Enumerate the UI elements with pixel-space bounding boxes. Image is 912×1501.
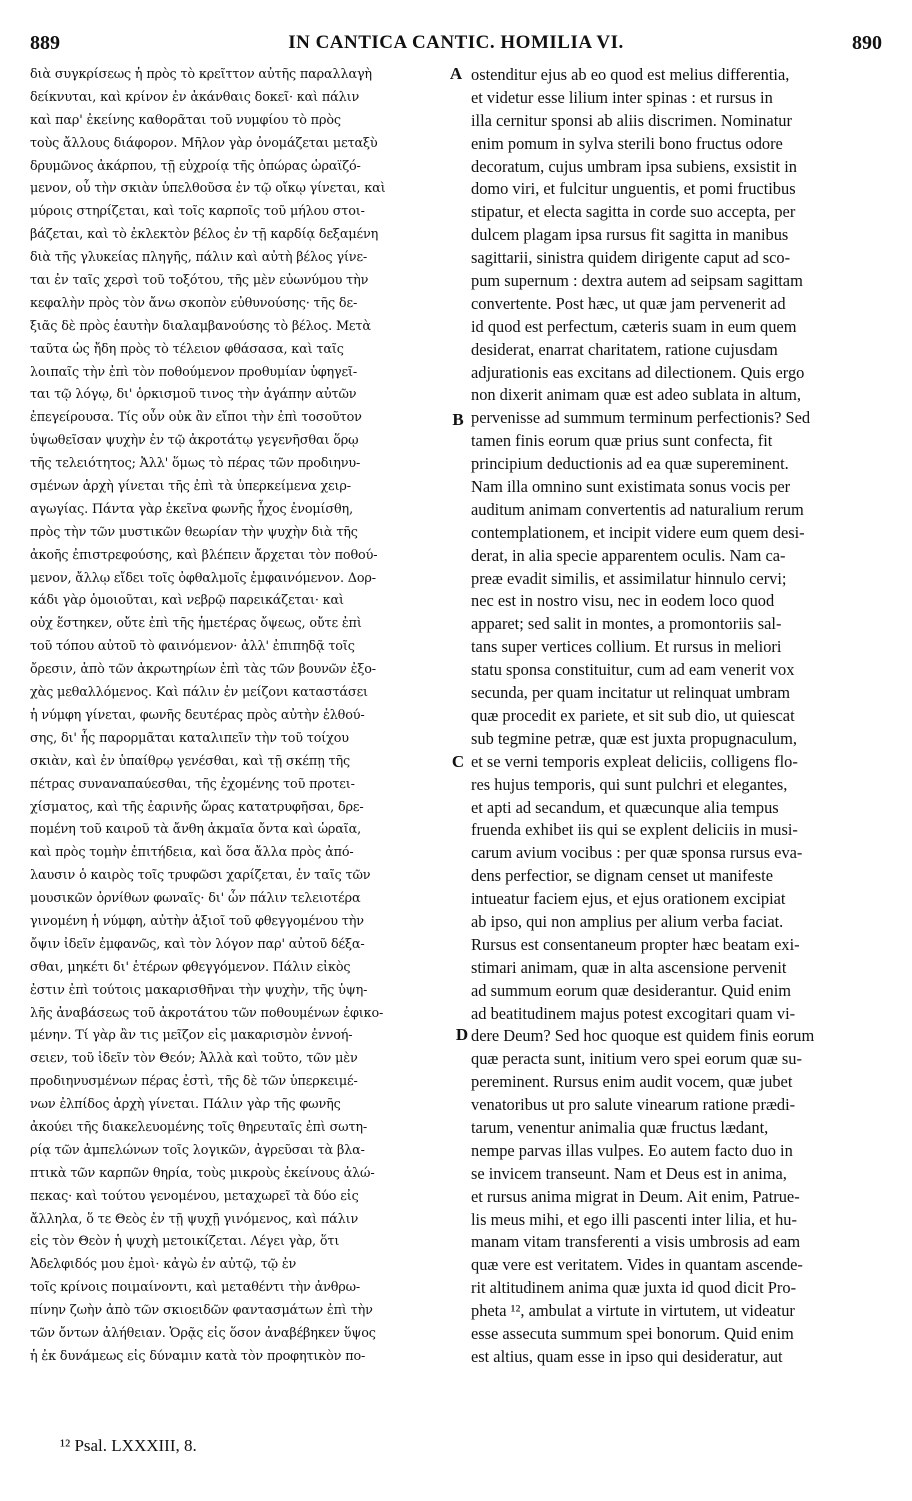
section-marker-b: B <box>452 410 464 429</box>
latin-text-line: stipatur, et electa sagitta in corde suo accepta, per <box>471 202 796 222</box>
latin-text-line: tarum, venentur animalia quæ fructus lædant, <box>471 1117 769 1137</box>
greek-text-line: τῶν ὄντων ἀλήθειαν. Ὁρᾷς εἰς ὅσον ἀναβέβηκεν ὕψος <box>30 1325 376 1341</box>
greek-text-line: καὶ πρὸς τομὴν ἐπιτήδεια, καὶ ὅσα ἄλλα πρὸς ἀπό- <box>30 845 354 861</box>
greek-text-line: ἡ νύμφη γίνεται, φωνῆς δευτέρας πρὸς αὐτὴν ἐλθού- <box>30 707 365 723</box>
greek-text-line: λαυσιν ὁ καιρὸς τοῖς τρυφῶσι χαρίζεται, ἐν ταῖς τῶν <box>30 868 371 884</box>
latin-text-line: venatoribus ut pro salute vinearum ratione prædi- <box>471 1095 796 1115</box>
latin-text-line: stimari animam, quæ in alta ascensione pervenit <box>471 957 787 977</box>
latin-text-line: ab ipso, qui non amplius per alium verba faciat. <box>471 911 784 931</box>
greek-text-line: σης, δι' ἧς παρορμᾶται καταλιπεῖν τὴν τοῦ τοίχου <box>30 730 349 746</box>
latin-text-line: auditum animam convertentis ad naturalium rerum <box>471 499 804 519</box>
latin-text-line: preæ evadit similis, et assimilatur hinnulo cervi; <box>471 568 787 588</box>
greek-text-line: κεφαλὴν πρὸς τὸν ἄνω σκοπὸν εὐθυνούσης· τῆς δε- <box>30 295 358 311</box>
greek-text-line: βάζεται, καὶ τὸ ἐκλεκτὸν βέλος ἐν τῇ καρδίᾳ δεξαμένη <box>30 227 379 243</box>
latin-text-line: pereminent. Rursus enim audit vocem, quæ jubet <box>471 1072 793 1092</box>
latin-text-line: illa cernitur sponsi ab aliis discrimen. Nominatur <box>471 110 792 130</box>
greek-text-line: λοιπαῖς τὴν ἐπὶ τὸν ποθούμενον προθυμίαν ὑφηγεῖ- <box>30 364 358 380</box>
latin-text-line: pum supernum : dextra autem ad seipsam sagittam <box>471 271 803 291</box>
greek-text-line: ται τῷ λόγῳ, δι' ὁρκισμοῦ τινος τὴν ἀγάπην αὐτῶν <box>30 387 357 403</box>
latin-text-line: quæ peracta sunt, initium vero spei eorum quæ su- <box>471 1049 802 1069</box>
greek-text-line: μενον, οὗ τὴν σκιὰν ὑπελθοῦσα ἐν τῷ οἴκῳ γίνεται, καὶ <box>30 181 386 197</box>
greek-text-line: προδιηνυσμένων πέρας ἐστὶ, τῆς δὲ τῶν ὑπερκειμέ- <box>30 1074 358 1090</box>
greek-text-line: δείκνυται, καὶ κρίνον ἐν ἀκάνθαις δοκεῖ· καὶ πάλιν <box>30 89 360 105</box>
section-marker-d: D <box>455 1025 469 1044</box>
latin-text-line: pervenisse ad summum terminum perfectionis? Sed <box>471 408 811 428</box>
greek-text-line: διὰ τῆς γλυκείας πληγῆς, πάλιν καὶ αὐτὴ βέλος γίνε- <box>30 250 368 266</box>
greek-text-line: τοῖς κρίνοις ποιμαίνοντι, καὶ μεταθέντι τὴν ἀνθρω- <box>30 1280 361 1296</box>
latin-text-line: non dixerit animam quæ est adeo sublata in altum, <box>471 385 802 405</box>
greek-text-line: πίνην ζωὴν ἀπὸ τῶν σκιοειδῶν φαντασμάτων ἐπὶ τὴν <box>30 1303 373 1319</box>
greek-text-line: σμένων ἀρχὴ γίνεται τῆς ἐπὶ τὰ ὑπερκείμενα χειρ- <box>30 479 351 495</box>
latin-text-line: decoratum, cujus umbram ipsa subiens, exsistit in <box>471 156 797 176</box>
latin-text-line: dens perfectior, se dignam censet ut manifeste <box>471 866 774 886</box>
greek-text-line: διὰ συγκρίσεως ἡ πρὸς τὸ κρεῖττον αὐτῆς παραλλαγὴ <box>30 67 372 82</box>
greek-text-line: αγωγίας. Πάντα γὰρ ἐκεῖνα φωνῆς ἦχος ἐνομίσθη, <box>30 501 353 517</box>
greek-text-line: μύροις στηρίζεται, καὶ τοῖς καρποῖς τοῦ μήλου στοι- <box>30 204 365 220</box>
page-number-right: 890 <box>852 32 882 54</box>
greek-text-line: ἐστιν ἐπὶ τούτοις μακαρισθῆναι τὴν ψυχὴν, τῆς ὑψη- <box>30 982 368 998</box>
greek-text-line: εἰς τὸν Θεὸν ἡ ψυχὴ μετοικίζεται. Λέγει γὰρ, ὅτι <box>30 1234 340 1250</box>
latin-text-line: pheta ¹², ambulat a virtute in virtutem, ut videatur <box>471 1301 795 1321</box>
latin-text-line: Rursus est consentaneum propter hæc beatam exi- <box>471 934 800 954</box>
latin-text-line: secunda, per quam incitatur ut relinquat umbram <box>471 683 791 703</box>
latin-text-line: desiderat, enarrat charitatem, ratione cujusdam <box>471 339 778 359</box>
section-marker-a: A <box>449 64 463 83</box>
greek-text-column <box>30 64 458 1369</box>
latin-text-line: sagittarii, sinistra quidem dirigente caput ad sco- <box>471 248 791 268</box>
greek-text-line: ἐπεγείρουσα. Τίς οὖν οὐκ ἂν εἴποι τὴν ἐπὶ τοσοῦτον <box>30 410 362 426</box>
latin-text-line: tamen finis eorum quæ prius sunt confecta, fit <box>471 431 773 451</box>
latin-text-line: fruenda exhibet iis qui se explent deliciis in musi- <box>471 820 798 840</box>
footnote: ¹² Psal. LXXXIII, 8. <box>60 1436 197 1455</box>
latin-text-line: derat, in alia specie apparentem oculis. Nam ca- <box>471 545 786 565</box>
greek-text-line: σθαι, μηκέτι δι' ἑτέρων φθεγγόμενον. Πάλιν εἰκὸς <box>30 959 351 975</box>
greek-text-line: πεκας· καὶ τούτου γενομένου, μεταχωρεῖ τὰ δύο εἰς <box>30 1188 359 1204</box>
greek-text-line: ται ἐν ταῖς χερσὶ τοῦ τοξότου, τῆς μὲν εὐωνύμου τὴν <box>30 273 369 289</box>
latin-text-line: esse assecuta summum spei bonorum. Quid enim <box>471 1323 794 1343</box>
latin-text-line: tans super vertices collium. Et rursus in meliori <box>471 637 782 657</box>
latin-text-line: adjurationis eas excitans ad dilectionem. Quis ergo <box>471 362 805 382</box>
latin-text-line: ad beatitudinem majus potest excogitari quam vi- <box>471 1003 796 1023</box>
latin-text-line: et rursus anima migrat in Deum. Ait enim, Patrue- <box>471 1186 800 1206</box>
greek-text-line: ρίᾳ τῶν ἀμπελώνων τοῖς λογικῶν, ἀγρεῦσαι τὰ βλα- <box>30 1142 365 1158</box>
latin-text-line: intueatur faciem ejus, et ejus orationem excipiat <box>471 889 786 909</box>
latin-text-line: dere Deum? Sed hoc quoque est quidem finis eorum <box>471 1026 815 1046</box>
latin-text-line: nempe parvas illas vulpes. Eo autem facto duo in <box>471 1140 793 1160</box>
latin-text-line: et videtur esse lilium inter spinas : et rursus in <box>471 87 773 107</box>
greek-text-line: πέτρας συναναπαύεσθαι, τῆς ἐχομένης τοῦ προτει- <box>30 776 355 792</box>
greek-text-line: μένην. Τί γὰρ ἂν τις μεῖζον εἰς μακαρισμὸν ἐννοή- <box>30 1028 353 1044</box>
latin-text-line: se invicem transeunt. Nam et Deus est in anima, <box>471 1163 787 1183</box>
greek-text-line: οὐχ ἕστηκεν, οὔτε ἐπὶ τῆς ἡμετέρας ὄψεως, οὔτε ἐπὶ <box>30 616 362 632</box>
greek-text-line: πτικὰ τῶν καρπῶν θηρία, τοὺς μικροὺς ἐκείνους ἀλώ- <box>30 1165 375 1181</box>
running-title: IN CANTICA CANTIC. HOMILIA VI. <box>288 32 624 53</box>
latin-text-line: id quod est perfectum, cæteris suam in eum quem <box>471 316 797 336</box>
latin-text-line: ostenditur ejus ab eo quod est melius differentia, <box>471 65 790 84</box>
latin-text-line: domo viri, et fulcitur unguentis, et pomi fructibus <box>471 179 796 199</box>
latin-text-line: dulcem plagam ipsa rursus fit sagitta in manibus <box>471 225 789 245</box>
latin-text-line: nec est in nostro visu, nec in eodem loco quod <box>471 591 775 611</box>
greek-text-line: τοὺς ἄλλους διάφορον. Μῆλον γὰρ ὀνομάζεται μεταξὺ <box>30 135 378 151</box>
latin-text-line: lis meus mihi, et ego illi pascenti inter lilia, et hu- <box>471 1209 797 1229</box>
greek-text-line: τῆς τελειότητος; Ἀλλ' ὅμως τὸ πέρας τῶν προδιηνυ- <box>30 456 361 472</box>
latin-text-line: contemplationem, et incipit videre eum quem desi- <box>471 522 805 542</box>
greek-text-line: καὶ παρ' ἐκείνης καθορᾶται τοῦ νυμφίου τὸ πρὸς <box>30 112 341 128</box>
greek-text-line: ἀκοῆς ἐπιστρεφούσης, καὶ βλέπειν ἄρχεται τὸν ποθού- <box>30 547 378 563</box>
latin-text-column <box>471 64 883 1369</box>
latin-text-line: statu sponsa constituitur, cum ad eam venerit vox <box>471 660 795 680</box>
greek-text-line: πομένη τοῦ καιροῦ τὰ ἄνθη ἀκμαῖα ὄντα καὶ ὡραῖα, <box>30 822 362 838</box>
greek-text-line: χὰς μεθαλλόμενος. Καὶ πάλιν ἐν μείζονι καταστάσει <box>30 685 368 701</box>
greek-text-line: ταῦτα ὡς ἤδη πρὸς τὸ τέλειον φθάσασα, καὶ ταῖς <box>30 341 344 357</box>
greek-text-line: χίσματος, καὶ τῆς ἐαρινῆς ὥρας κατατρυφῆσαι, δρε- <box>30 799 364 815</box>
greek-text-line: ὑψωθεῖσαν ψυχὴν ἐν τῷ ἀκροτάτῳ γεγενῆσθαι ὅρῳ <box>30 433 359 449</box>
greek-text-line: ὄρεσιν, ἀπὸ τῶν ἀκρωτηρίων ἐπὶ τὰς τῶν βουνῶν ἐξο- <box>30 662 376 678</box>
latin-text-line: quæ procedit ex pariete, et sit sub dio, ut quiescat <box>471 705 795 725</box>
greek-text-line: κάδι γὰρ ὁμοιοῦται, καὶ νεβρῷ παρεικάζεται· καὶ <box>30 593 344 609</box>
latin-text-line: sub tegmine petræ, quæ est juxta propugnaculum, <box>471 728 797 748</box>
latin-text-line: principium deductionis ad ea quæ supereminent. <box>471 454 789 474</box>
greek-text-line: ξιᾶς δὲ πρὸς ἑαυτὴν διαλαμβανούσης τὸ βέλος. Μετὰ <box>30 318 371 334</box>
greek-text-line: ἄλληλα, ὅ τε Θεὸς ἐν τῇ ψυχῇ γινόμενος, καὶ πάλιν <box>30 1211 359 1227</box>
latin-text-line: et se verni temporis expleat deliciis, colligens flo- <box>471 751 798 771</box>
latin-text-line: apparet; sed salit in montes, a promontoriis sal- <box>471 614 782 634</box>
greek-text-line: ἀκούει τῆς διακελευομένης τοῖς θηρευταῖς ἐπὶ σωτη- <box>30 1119 368 1135</box>
page-header <box>30 32 882 60</box>
greek-text-line: γινομένη ἡ νύμφη, αὐτὴν ἀξιοῖ τοῦ φθεγγομένου τὴν <box>30 913 364 929</box>
latin-text-line: ad summum eorum quæ desiderantur. Quid enim <box>471 980 792 1000</box>
greek-text-line: ἡ ἐκ δυνάμεως εἰς δύναμιν κατὰ τὸν προφητικὸν πο- <box>30 1348 366 1364</box>
greek-text-line: δρυμῶνος ἀκάρπου, τῇ εὐχροίᾳ τῆς ὀπώρας ὡραϊζό- <box>30 158 361 174</box>
greek-text-line: τοῦ τόπου αὐτοῦ τὸ φαινόμενον· ἀλλ' ἐπιπηδᾷ τοῖς <box>30 639 355 655</box>
latin-text-line: manam vitam transferenti a visis umbrosis ad eam <box>471 1232 801 1252</box>
greek-text-line: σκιὰν, καὶ ἐν ὑπαίθρῳ γενέσθαι, καὶ τῇ σκέπῃ τῆς <box>30 753 351 769</box>
page-number-left: 889 <box>30 32 60 54</box>
latin-text-line: res hujus temporis, qui sunt pulchri et elegantes, <box>471 774 788 794</box>
latin-text-line: rit altitudinem anima quæ juxta id quod dicit Pro- <box>471 1278 797 1298</box>
greek-text-line: νων ἐλπίδος ἀρχὴ γίνεται. Πάλιν γὰρ τῆς φωνῆς <box>30 1097 341 1113</box>
latin-text-line: carum avium vocibus : per quæ sponsa rursus eva- <box>471 843 803 863</box>
latin-text-line: est altius, quam esse in ipso qui desideratur, aut <box>471 1346 783 1366</box>
greek-text-line: μενον, ἄλλῳ εἴδει τοῖς ὀφθαλμοῖς ἐμφαινόμενον. Δορ- <box>30 570 376 586</box>
latin-text-line: Nam illa omnino sunt existimata sonus vocis per <box>471 477 791 497</box>
greek-text-line: ὄψιν ἰδεῖν ἐμφανῶς, καὶ τὸν λόγον παρ' αὐτοῦ δέξα- <box>30 936 365 952</box>
greek-text-line: μουσικῶν ὀρνίθων φωναῖς· δι' ὧν πάλιν τελειοτέρα <box>30 891 361 907</box>
greek-text-line: Ἀδελφιδός μου ἐμοὶ· κἀγὼ ἐν αὐτῷ, τῷ ἐν <box>30 1257 297 1273</box>
latin-text-line: enim pomum in sylva sterili bono fructus odore <box>471 133 783 153</box>
latin-text-line: et apti ad secandum, et quæcunque alia tempus <box>471 797 779 817</box>
latin-text-line: convertente. Post hæc, ut quæ jam pervenerit ad <box>471 293 786 313</box>
greek-text-line: πρὸς τὴν τῶν μυστικῶν θεωρίαν τὴν ψυχὴν διὰ τῆς <box>30 524 358 540</box>
greek-text-line: σειεν, τοῦ ἰδεῖν τὸν Θεόν; Ἀλλὰ καὶ τοῦτο, τῶν μὲν <box>30 1051 358 1067</box>
greek-text-line: λῆς ἀναβάσεως τοῦ ἀκροτάτου τῶν ποθουμένων ἐφικο- <box>30 1005 384 1021</box>
latin-text-line: quæ vere est veritatem. Vides in quantam ascende- <box>471 1255 803 1275</box>
section-marker-c: C <box>451 752 465 771</box>
